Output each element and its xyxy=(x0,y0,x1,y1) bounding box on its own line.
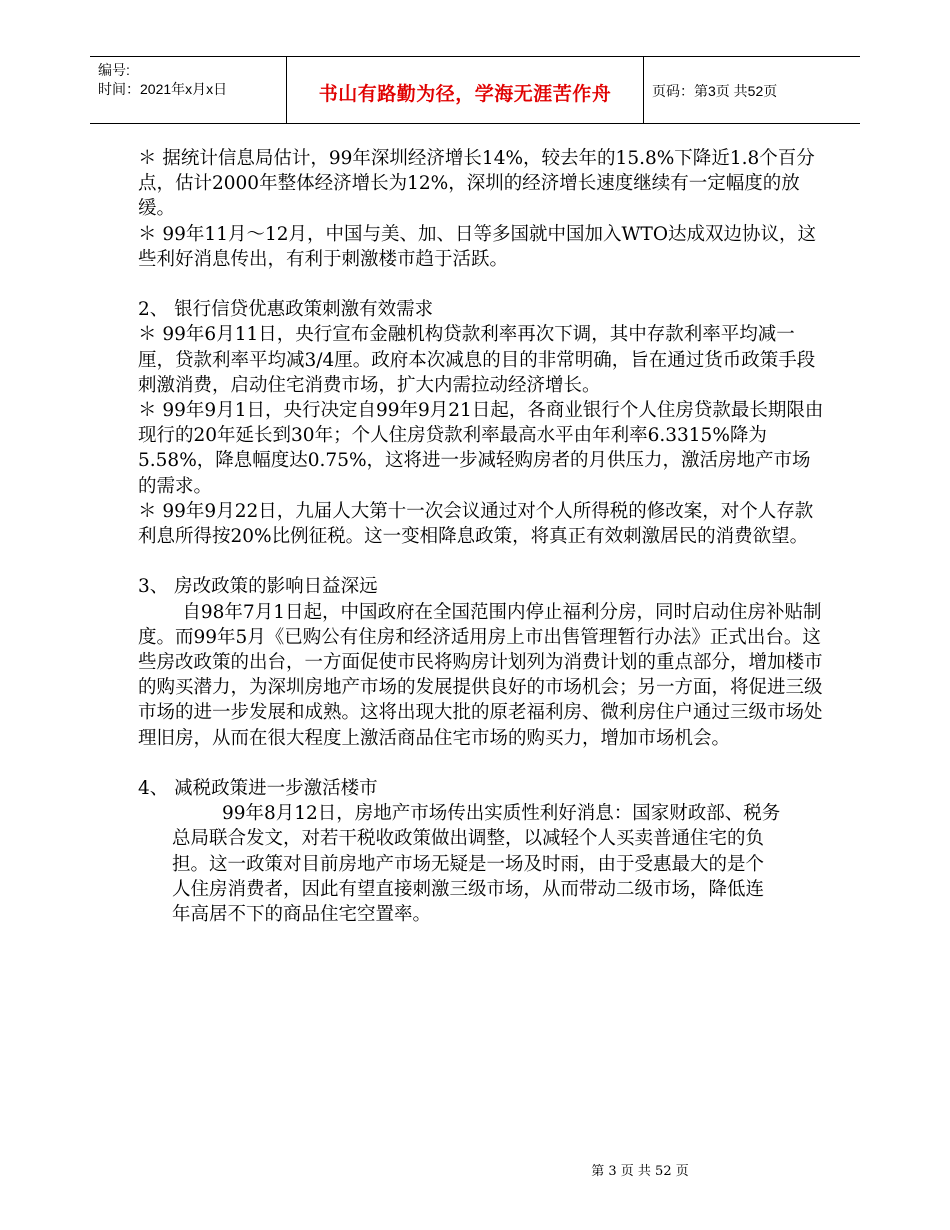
section-heading-4: 4、 减税政策进一步激活楼市 xyxy=(138,778,378,800)
paragraph-tax-reduction: 99年8月12日，房地产市场传出实质性利好消息：国家财政部、税务总局联合发文，对若干税收政策做出调整，以减轻个人买卖普通住宅的负担。这一政策对目前房地产市场无疑是一场及时雨，由于受惠最大的是个人住房消费者，因此有望直接刺激三级市场，从而带动二级市场，降低连年高居不下的商品住宅空置率。 xyxy=(172,803,781,926)
paragraph-wto-agreement: ＊ 99年11月～12月，中国与美、加、日等多国就中国加入WTO达成双边协议，这些利好消息传出，有利于刺激楼市趋于活跃。 xyxy=(138,223,817,270)
spacer xyxy=(138,272,828,297)
paragraph-housing-reform: 自98年7月1日起，中国政府在全国范围内停止福利分房，同时启动住房补贴制度。而99年5月《已购公有住房和经济适用房上市出售管理暂行办法》正式出台。这些房改政策的出台，一方面促使市民将购房计划列为消费计划的重点部分，增加楼市的购买潜力，为深圳房地产市场的发展提供良好的市场机会；另一方面，将促进三级市场的进一步发展和成熟。这将出现大批的原老福利房、微利房住户通过三级市场处理旧房，从而在很大程度上激活商品住宅市场的购买力，增加市场机会。 xyxy=(138,601,823,749)
section-heading-3: 3、 房改政策的影响日益深远 xyxy=(138,576,378,598)
spacer xyxy=(138,549,828,574)
header-meta xyxy=(90,57,286,123)
header-motto-cell xyxy=(286,57,644,123)
document-time-label: 时间：2021年x月x日 xyxy=(98,81,228,97)
document-body xyxy=(138,146,828,927)
footer-page-number: 第 3 页 共 52 页 xyxy=(591,1164,689,1179)
page-header xyxy=(90,56,860,124)
spacer xyxy=(138,751,828,776)
paragraph-economy-growth: ＊ 据统计信息局估计，99年深圳经济增长14%，较去年的15.8%下降近1.8个百分点，估计2000年整体经济增长为12%，深圳的经济增长速度继续有一定幅度的放缓。 xyxy=(138,148,815,220)
header-motto: 书山有路勤为径，学海无涯苦作舟 xyxy=(318,84,612,105)
paragraph-interest-tax: ＊ 99年9月22日，九届人大第十一次会议通过对个人所得税的修改案，对个人存款利息所得按20%比例征税。这一变相降息政策，将真正有效刺激居民的消费欲望。 xyxy=(138,500,814,548)
section-heading-2: 2、 银行信贷优惠政策刺激有效需求 xyxy=(138,299,434,321)
paragraph-rate-cut: ＊ 99年6月11日，央行宣布金融机构贷款利率再次下调，其中存款利率平均减一厘，贷款利率平均减3/4厘。政府本次减息的目的非常明确，旨在通过货币政策手段刺激消费，启动住宅消费市场，扩大内需拉动经济增长。 xyxy=(138,324,816,396)
document-number-label: 编号: xyxy=(98,62,130,78)
header-page-number: 页码：第3页 共52页 xyxy=(652,83,778,99)
paragraph-mortgage-term: ＊ 99年9月1日，央行决定自99年9月21日起，各商业银行个人住房贷款最长期限由现行的20年延长到30年；个人住房贷款利率最高水平由年利率6.3315%降为5.58%，降息幅度达0.75%，这将进一步减轻购房者的月供压力，激活房地产市场的需求。 xyxy=(138,400,824,497)
header-page-cell xyxy=(642,57,860,123)
page-footer xyxy=(0,1160,950,1179)
